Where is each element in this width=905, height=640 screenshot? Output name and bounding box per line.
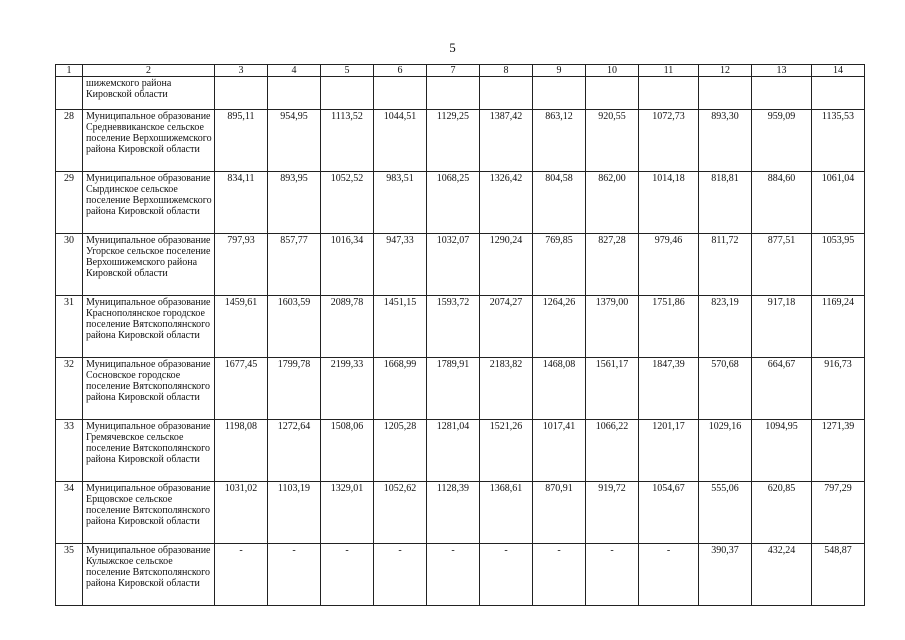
- header-row: [56, 65, 865, 77]
- value-cell: 1198,08: [215, 420, 268, 482]
- row-number-cell: 35: [56, 544, 83, 606]
- value-cell: 1052,52: [321, 172, 374, 234]
- value-cell: 818,81: [699, 172, 752, 234]
- value-cell: 1053,95: [812, 234, 865, 296]
- value-cell: 2199,33: [321, 358, 374, 420]
- value-cell: 979,46: [639, 234, 699, 296]
- table-body: [56, 65, 865, 606]
- value-cell: 1326,42: [480, 172, 533, 234]
- column-header: 7: [427, 65, 480, 77]
- value-cell: 1054,67: [639, 482, 699, 544]
- value-cell: 1201,17: [639, 420, 699, 482]
- value-cell: -: [268, 544, 321, 606]
- value-cell: 983,51: [374, 172, 427, 234]
- value-cell: 769,85: [533, 234, 586, 296]
- value-cell: 947,33: [374, 234, 427, 296]
- value-cell: 1677,45: [215, 358, 268, 420]
- value-cell: 1379,00: [586, 296, 639, 358]
- value-cell: -: [215, 544, 268, 606]
- row-number-cell: 28: [56, 110, 83, 172]
- value-cell: 1032,07: [427, 234, 480, 296]
- municipality-name-cell: Муниципальное образование Сырдинское сельское поселение Верхошижемского района Кировской области: [83, 172, 215, 234]
- value-cell: 1451,15: [374, 296, 427, 358]
- value-cell: [215, 77, 268, 110]
- municipality-name-cell: Муниципальное образование Ерщовское сельское поселение Вятскополянского района Кировской области: [83, 482, 215, 544]
- value-cell: 1668,99: [374, 358, 427, 420]
- value-cell: 959,09: [752, 110, 812, 172]
- value-cell: -: [321, 544, 374, 606]
- value-cell: 1329,01: [321, 482, 374, 544]
- row-number-cell: 34: [56, 482, 83, 544]
- table-row: [56, 482, 865, 544]
- value-cell: [427, 77, 480, 110]
- value-cell: [812, 77, 865, 110]
- value-cell: 1468,08: [533, 358, 586, 420]
- column-header: 9: [533, 65, 586, 77]
- page-number: 5: [449, 40, 456, 55]
- value-cell: 432,24: [752, 544, 812, 606]
- column-header: 8: [480, 65, 533, 77]
- column-header: 2: [83, 65, 215, 77]
- value-cell: 1135,53: [812, 110, 865, 172]
- value-cell: 1068,25: [427, 172, 480, 234]
- row-number-cell: 33: [56, 420, 83, 482]
- value-cell: 2089,78: [321, 296, 374, 358]
- value-cell: 1521,26: [480, 420, 533, 482]
- value-cell: 1271,39: [812, 420, 865, 482]
- column-header: 13: [752, 65, 812, 77]
- value-cell: 2074,27: [480, 296, 533, 358]
- value-cell: 1368,61: [480, 482, 533, 544]
- column-header: 3: [215, 65, 268, 77]
- row-number-cell: 29: [56, 172, 83, 234]
- value-cell: 954,95: [268, 110, 321, 172]
- value-cell: 797,29: [812, 482, 865, 544]
- value-cell: 1387,42: [480, 110, 533, 172]
- value-cell: 1205,28: [374, 420, 427, 482]
- value-cell: 1751,86: [639, 296, 699, 358]
- value-cell: 1103,19: [268, 482, 321, 544]
- column-header: 12: [699, 65, 752, 77]
- table-row: [56, 110, 865, 172]
- value-cell: [374, 77, 427, 110]
- municipality-name-cell: Муниципальное образование Краснополянское городское поселение Вятскополянского района Кировской области: [83, 296, 215, 358]
- value-cell: 877,51: [752, 234, 812, 296]
- value-cell: 1014,18: [639, 172, 699, 234]
- value-cell: 1272,64: [268, 420, 321, 482]
- value-cell: 862,00: [586, 172, 639, 234]
- value-cell: 1128,39: [427, 482, 480, 544]
- value-cell: -: [480, 544, 533, 606]
- table-row-continuation: [56, 77, 865, 110]
- value-cell: 804,58: [533, 172, 586, 234]
- value-cell: 1016,34: [321, 234, 374, 296]
- table-row: [56, 358, 865, 420]
- table-row: [56, 234, 865, 296]
- value-cell: 664,67: [752, 358, 812, 420]
- value-cell: 893,95: [268, 172, 321, 234]
- column-header: 11: [639, 65, 699, 77]
- value-cell: 1052,62: [374, 482, 427, 544]
- value-cell: 1603,59: [268, 296, 321, 358]
- value-cell: 884,60: [752, 172, 812, 234]
- value-cell: 811,72: [699, 234, 752, 296]
- value-cell: 1561,17: [586, 358, 639, 420]
- column-header: 10: [586, 65, 639, 77]
- column-header: 6: [374, 65, 427, 77]
- value-cell: [533, 77, 586, 110]
- value-cell: 2183,82: [480, 358, 533, 420]
- column-header: 4: [268, 65, 321, 77]
- value-cell: -: [533, 544, 586, 606]
- value-cell: 570,68: [699, 358, 752, 420]
- municipality-name-cell: Муниципальное образование Кулыжское сельское поселение Вятскополянского района Кировской области: [83, 544, 215, 606]
- value-cell: 920,55: [586, 110, 639, 172]
- municipality-name-cell: Муниципальное образование Сосновское городское поселение Вятскополянского района Кировской области: [83, 358, 215, 420]
- value-cell: 1508,06: [321, 420, 374, 482]
- column-header: 14: [812, 65, 865, 77]
- row-number-cell: [56, 77, 83, 110]
- table-row: [56, 172, 865, 234]
- value-cell: 1029,16: [699, 420, 752, 482]
- municipality-name-cell: Муниципальное образование Средневвиканское сельское поселение Верхошижемского района Кировской области: [83, 110, 215, 172]
- value-cell: 834,11: [215, 172, 268, 234]
- value-cell: 555,06: [699, 482, 752, 544]
- column-header: 1: [56, 65, 83, 77]
- municipality-name-cell: Муниципальное образование Угорское сельское поселение Верхошижемского района Кировской области: [83, 234, 215, 296]
- value-cell: 1593,72: [427, 296, 480, 358]
- value-cell: 548,87: [812, 544, 865, 606]
- value-cell: 870,91: [533, 482, 586, 544]
- value-cell: [639, 77, 699, 110]
- value-cell: 1129,25: [427, 110, 480, 172]
- table-row: [56, 420, 865, 482]
- value-cell: [268, 77, 321, 110]
- value-cell: 1264,26: [533, 296, 586, 358]
- value-cell: -: [374, 544, 427, 606]
- row-number-cell: 30: [56, 234, 83, 296]
- value-cell: 1459,61: [215, 296, 268, 358]
- value-cell: 1017,41: [533, 420, 586, 482]
- value-cell: 893,30: [699, 110, 752, 172]
- value-cell: -: [639, 544, 699, 606]
- value-cell: -: [427, 544, 480, 606]
- value-cell: 1847,39: [639, 358, 699, 420]
- value-cell: 1113,52: [321, 110, 374, 172]
- municipality-name-cell: шижемского района Кировской области: [83, 77, 215, 110]
- value-cell: -: [586, 544, 639, 606]
- value-cell: 823,19: [699, 296, 752, 358]
- value-cell: 1044,51: [374, 110, 427, 172]
- value-cell: 620,85: [752, 482, 812, 544]
- value-cell: 797,93: [215, 234, 268, 296]
- value-cell: 390,37: [699, 544, 752, 606]
- value-cell: 917,18: [752, 296, 812, 358]
- value-cell: 1061,04: [812, 172, 865, 234]
- value-cell: 1031,02: [215, 482, 268, 544]
- row-number-cell: 31: [56, 296, 83, 358]
- value-cell: [752, 77, 812, 110]
- value-cell: [321, 77, 374, 110]
- data-table: [55, 64, 865, 606]
- value-cell: [480, 77, 533, 110]
- value-cell: 1290,24: [480, 234, 533, 296]
- value-cell: 857,77: [268, 234, 321, 296]
- row-number-cell: 32: [56, 358, 83, 420]
- value-cell: 1094,95: [752, 420, 812, 482]
- value-cell: 827,28: [586, 234, 639, 296]
- value-cell: 916,73: [812, 358, 865, 420]
- table-row: [56, 296, 865, 358]
- value-cell: 1169,24: [812, 296, 865, 358]
- table-row: [56, 544, 865, 606]
- value-cell: 1789,91: [427, 358, 480, 420]
- value-cell: 895,11: [215, 110, 268, 172]
- value-cell: 919,72: [586, 482, 639, 544]
- value-cell: 1072,73: [639, 110, 699, 172]
- column-header: 5: [321, 65, 374, 77]
- municipality-name-cell: Муниципальное образование Гремячевское сельское поселение Вятскополянского района Кировской области: [83, 420, 215, 482]
- value-cell: [586, 77, 639, 110]
- value-cell: 1799,78: [268, 358, 321, 420]
- value-cell: 1066,22: [586, 420, 639, 482]
- value-cell: [699, 77, 752, 110]
- value-cell: 863,12: [533, 110, 586, 172]
- value-cell: 1281,04: [427, 420, 480, 482]
